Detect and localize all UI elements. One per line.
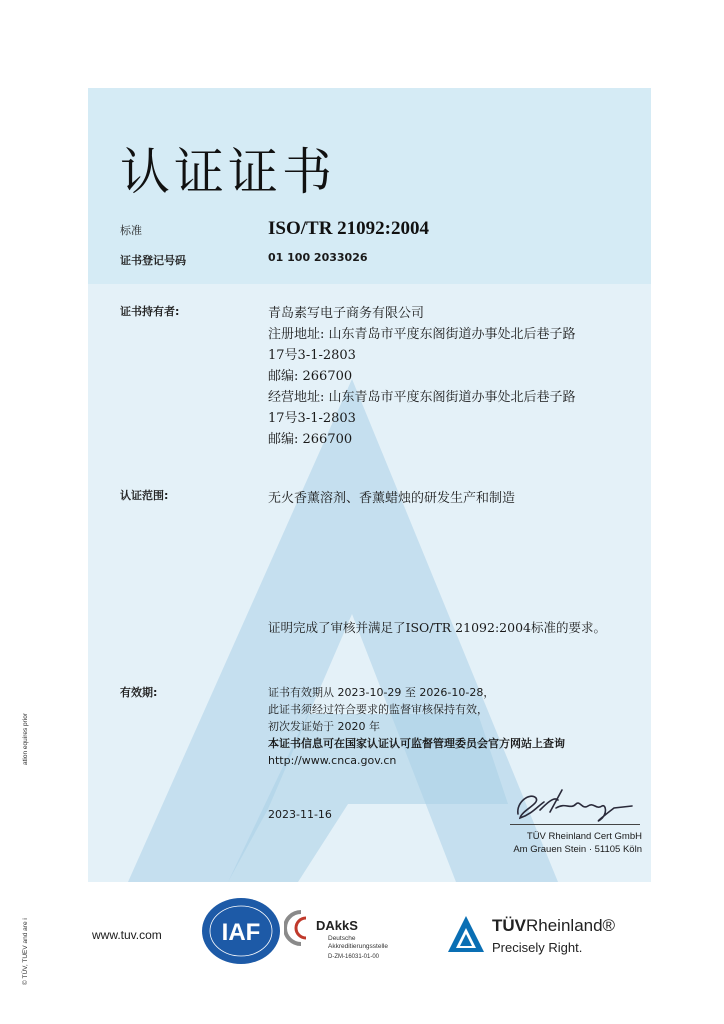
dakks-subtitle-line1: Deutsche [328,935,356,942]
iaf-logo-text: IAF [221,919,261,946]
tuv-brand-name [492,916,615,936]
holder-business-address-cont: 17号3-1-2803 [268,411,356,426]
issuer-block [513,830,642,856]
holder-registered-address: 注册地址: 山东青岛市平度东阁街道办事处北后巷子路 [268,327,576,342]
tuv-rheinland-logo [440,900,650,968]
standard-code: ISO/TR 21092:2004 [268,218,429,239]
side-legal-note-lower: © TÜV, TUEV and are i [22,918,29,985]
tuv-brand-rest: Rheinland® [526,916,616,935]
validity-lookup-note: 本证书信息可在国家认证认可监督管理委员会官方网站上查询 [268,737,565,750]
registration-label: 证书登记号码 [120,254,186,267]
validity-label: 有效期: [120,686,158,699]
validity-details [268,684,565,769]
validity-period: 证书有效期从 2023-10-29 至 2026-10-28， [268,686,495,699]
dakks-mark-icon [284,908,318,948]
standard-label: 标准 [120,224,142,237]
certificate-title: 认证证书 [120,143,336,201]
holder-company-name: 青岛素写电子商务有限公司 [268,306,425,321]
signature [510,784,640,826]
conformity-statement: 证明完成了审核并满足了ISO/TR 21092:2004标准的要求。 [268,620,606,635]
holder-business-address: 经营地址: 山东青岛市平度东阁街道办事处北后巷子路 [268,390,576,405]
issuer-address: Am Grauen Stein · 51105 Köln [513,844,642,855]
holder-business-postcode: 邮编: 266700 [268,432,353,447]
dakks-subtitle [328,935,388,951]
holder-registered-postcode: 邮编: 266700 [268,369,353,384]
iaf-logo [200,896,282,966]
tuv-tagline: Precisely Right. [492,940,583,955]
cnca-website-link[interactable]: http://www.cnca.gov.cn [268,754,397,767]
signature-line [510,824,640,825]
dakks-name: DAkkS [316,918,358,933]
holder-registered-address-cont: 17号3-1-2803 [268,348,356,363]
scope-value: 无火香薰溶剂、香薰蜡烛的研发生产和制造 [268,491,516,506]
registration-number: 01 100 2033026 [268,251,368,264]
dakks-accreditation-id: D-ZM-16031-01-00 [328,954,380,960]
tuv-triangle-icon [446,914,486,954]
tuv-brand-bold: TÜV [492,916,526,935]
tuv-website-link[interactable]: www.tuv.com [92,928,162,942]
scope-label: 认证范围: [120,489,169,502]
dakks-logo [284,904,402,966]
side-legal-note-upper: ation equires prior [22,712,29,765]
validity-first-issue: 初次发证始于 2020 年 [268,720,380,733]
dakks-subtitle-line2: Akkreditierungsstelle [328,943,388,950]
issuer-name: TÜV Rheinland Cert GmbH [526,831,642,842]
issue-date: 2023-11-16 [268,808,332,821]
holder-label: 证书持有者: [120,305,180,318]
holder-details [268,303,576,450]
validity-surveillance-note: 此证书须经过符合要求的监督审核保持有效， [268,703,488,716]
